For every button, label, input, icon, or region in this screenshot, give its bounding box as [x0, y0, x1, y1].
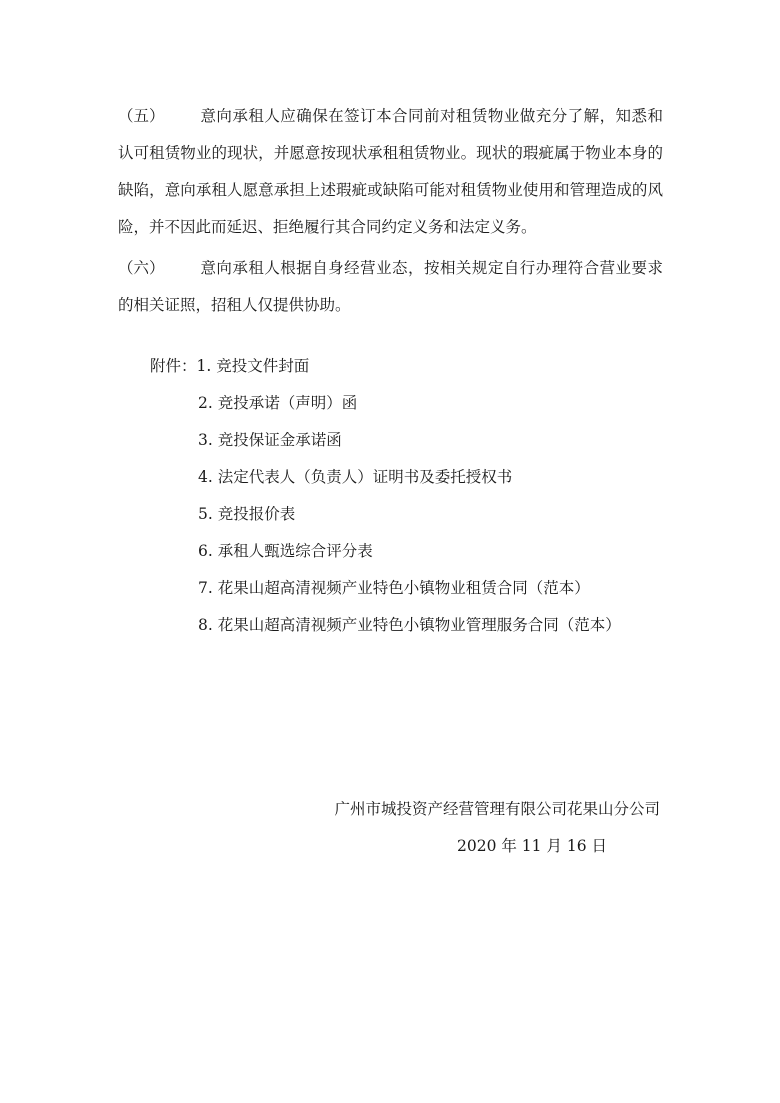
clause-text: 意向承租人应确保在签订本合同前对租赁物业做充分了解，知悉和认可租赁物业的现状，并愿意按现状承租租赁物业。现状的瑕疵属于物业本身的缺陷，意向承租人愿意承担上述瑕疵或缺陷可能对租赁物业使用和管理造成的风险，并不因此而延迟、拒绝履行其合同约定义务和法定义务。 [118, 107, 663, 236]
attachments-list [198, 385, 621, 644]
signature-date: 2020 年 11 月 16 日 [457, 837, 608, 855]
attachment-item: 8. 花果山超高清视频产业特色小镇物业管理服务合同（范本） [198, 616, 621, 634]
clause-five [118, 98, 663, 246]
attachment-item: 6. 承租人甄选综合评分表 [198, 542, 373, 560]
clause-text: 意向承租人根据自身经营业态，按相关规定自行办理符合营业要求的相关证照，招租人仅提供协助。 [118, 259, 663, 314]
clause-number: （六） [118, 259, 165, 277]
attachment-item: 2. 竞投承诺（声明）函 [198, 394, 358, 412]
clause-six [118, 250, 663, 324]
attachment-item: 5. 竞投报价表 [198, 505, 296, 523]
signature-company: 广州市城投资产经营管理有限公司花果山分公司 [334, 800, 660, 818]
attachments-label: 附件： [150, 357, 197, 375]
clause-number: （五） [118, 107, 165, 125]
attachment-item: 7. 花果山超高清视频产业特色小镇物业租赁合同（范本） [198, 579, 590, 597]
attachments-heading [150, 348, 309, 385]
attachment-item: 1. 竞投文件封面 [196, 357, 310, 375]
attachment-item: 3. 竞投保证金承诺函 [198, 431, 342, 449]
attachment-item: 4. 法定代表人（负责人）证明书及委托授权书 [198, 468, 513, 486]
